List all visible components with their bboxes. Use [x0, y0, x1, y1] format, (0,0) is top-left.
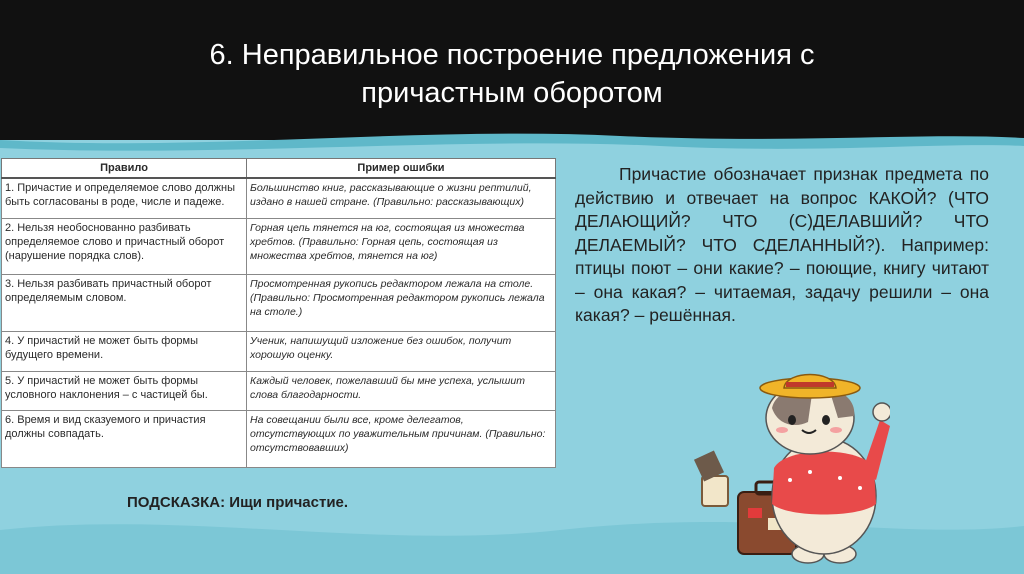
hint [127, 494, 348, 511]
example-cell: Горная цепь тянется на юг, состоящая из множества хребтов. (Правильно: Горная цепь, состоящая из множества хребтов, тянется на юг) [247, 218, 556, 275]
header-wave [0, 122, 1024, 162]
example-cell: Просмотренная рукопись редактором лежала на столе. (Правильно: Просмотренная редактором рукопись лежала на столе.) [247, 275, 556, 332]
example-cell: Большинство книг, рассказывающие о жизни рептилий, издано в нашей стране. (Правильно: рассказывающих) [247, 178, 556, 218]
explanation-text: Причастие обозначает признак предмета по действию и отвечает на вопрос КАКОЙ? (ЧТО ДЕЛАЮЩИЙ? ЧТО (С)ДЕЛАВШИЙ? ЧТО ДЕЛАЕМЫЙ? ЧТО СДЕЛАННЫЙ?). Например: птицы поют – они какие? – поющие, книгу читают – она какая? – читаемая, задачу решили – она какая? – решённая. [575, 164, 989, 325]
slide-title-line-2: причастным оборотом [361, 77, 663, 109]
rules-table [1, 158, 556, 468]
rule-cell: 6. Время и вид сказуемого и причастия должны совпадать. [2, 411, 247, 468]
table-row [2, 331, 556, 371]
slide-title [0, 36, 1024, 112]
table-row [2, 178, 556, 218]
table-row [2, 371, 556, 411]
column-header-rule: Правило [2, 159, 247, 179]
table-header-row [2, 159, 556, 179]
rule-cell: 1. Причастие и определяемое слово должны быть согласованы в роде, числе и падеже. [2, 178, 247, 218]
example-cell: На совещании были все, кроме делегатов, отсутствующих по уважительным причинам. (Правильно: отсутствовавших) [247, 411, 556, 468]
cat-traveler-icon [690, 368, 890, 568]
hint-text: Ищи причастие. [225, 494, 349, 511]
column-header-example: Пример ошибки [247, 159, 556, 179]
table-row [2, 218, 556, 275]
rule-cell: 3. Нельзя разбивать причастный оборот определяемым словом. [2, 275, 247, 332]
example-cell: Каждый человек, пожелавший бы мне успеха, услышит слова благодарности. [247, 371, 556, 411]
rule-cell: 4. У причастий не может быть формы будущего времени. [2, 331, 247, 371]
table-row [2, 275, 556, 332]
table-row [2, 411, 556, 468]
rule-cell: 2. Нельзя необоснованно разбивать определяемое слово и причастный оборот (нарушение порядка слов). [2, 218, 247, 275]
rule-cell: 5. У причастий не может быть формы условного наклонения – с частицей бы. [2, 371, 247, 411]
hint-label: ПОДСКАЗКА: [127, 494, 226, 511]
slide-title-line-1: 6. Неправильное построение предложения с [209, 39, 815, 71]
explanation-block [575, 163, 989, 328]
example-cell: Ученик, напишущий изложение без ошибок, получит хорошую оценку. [247, 331, 556, 371]
